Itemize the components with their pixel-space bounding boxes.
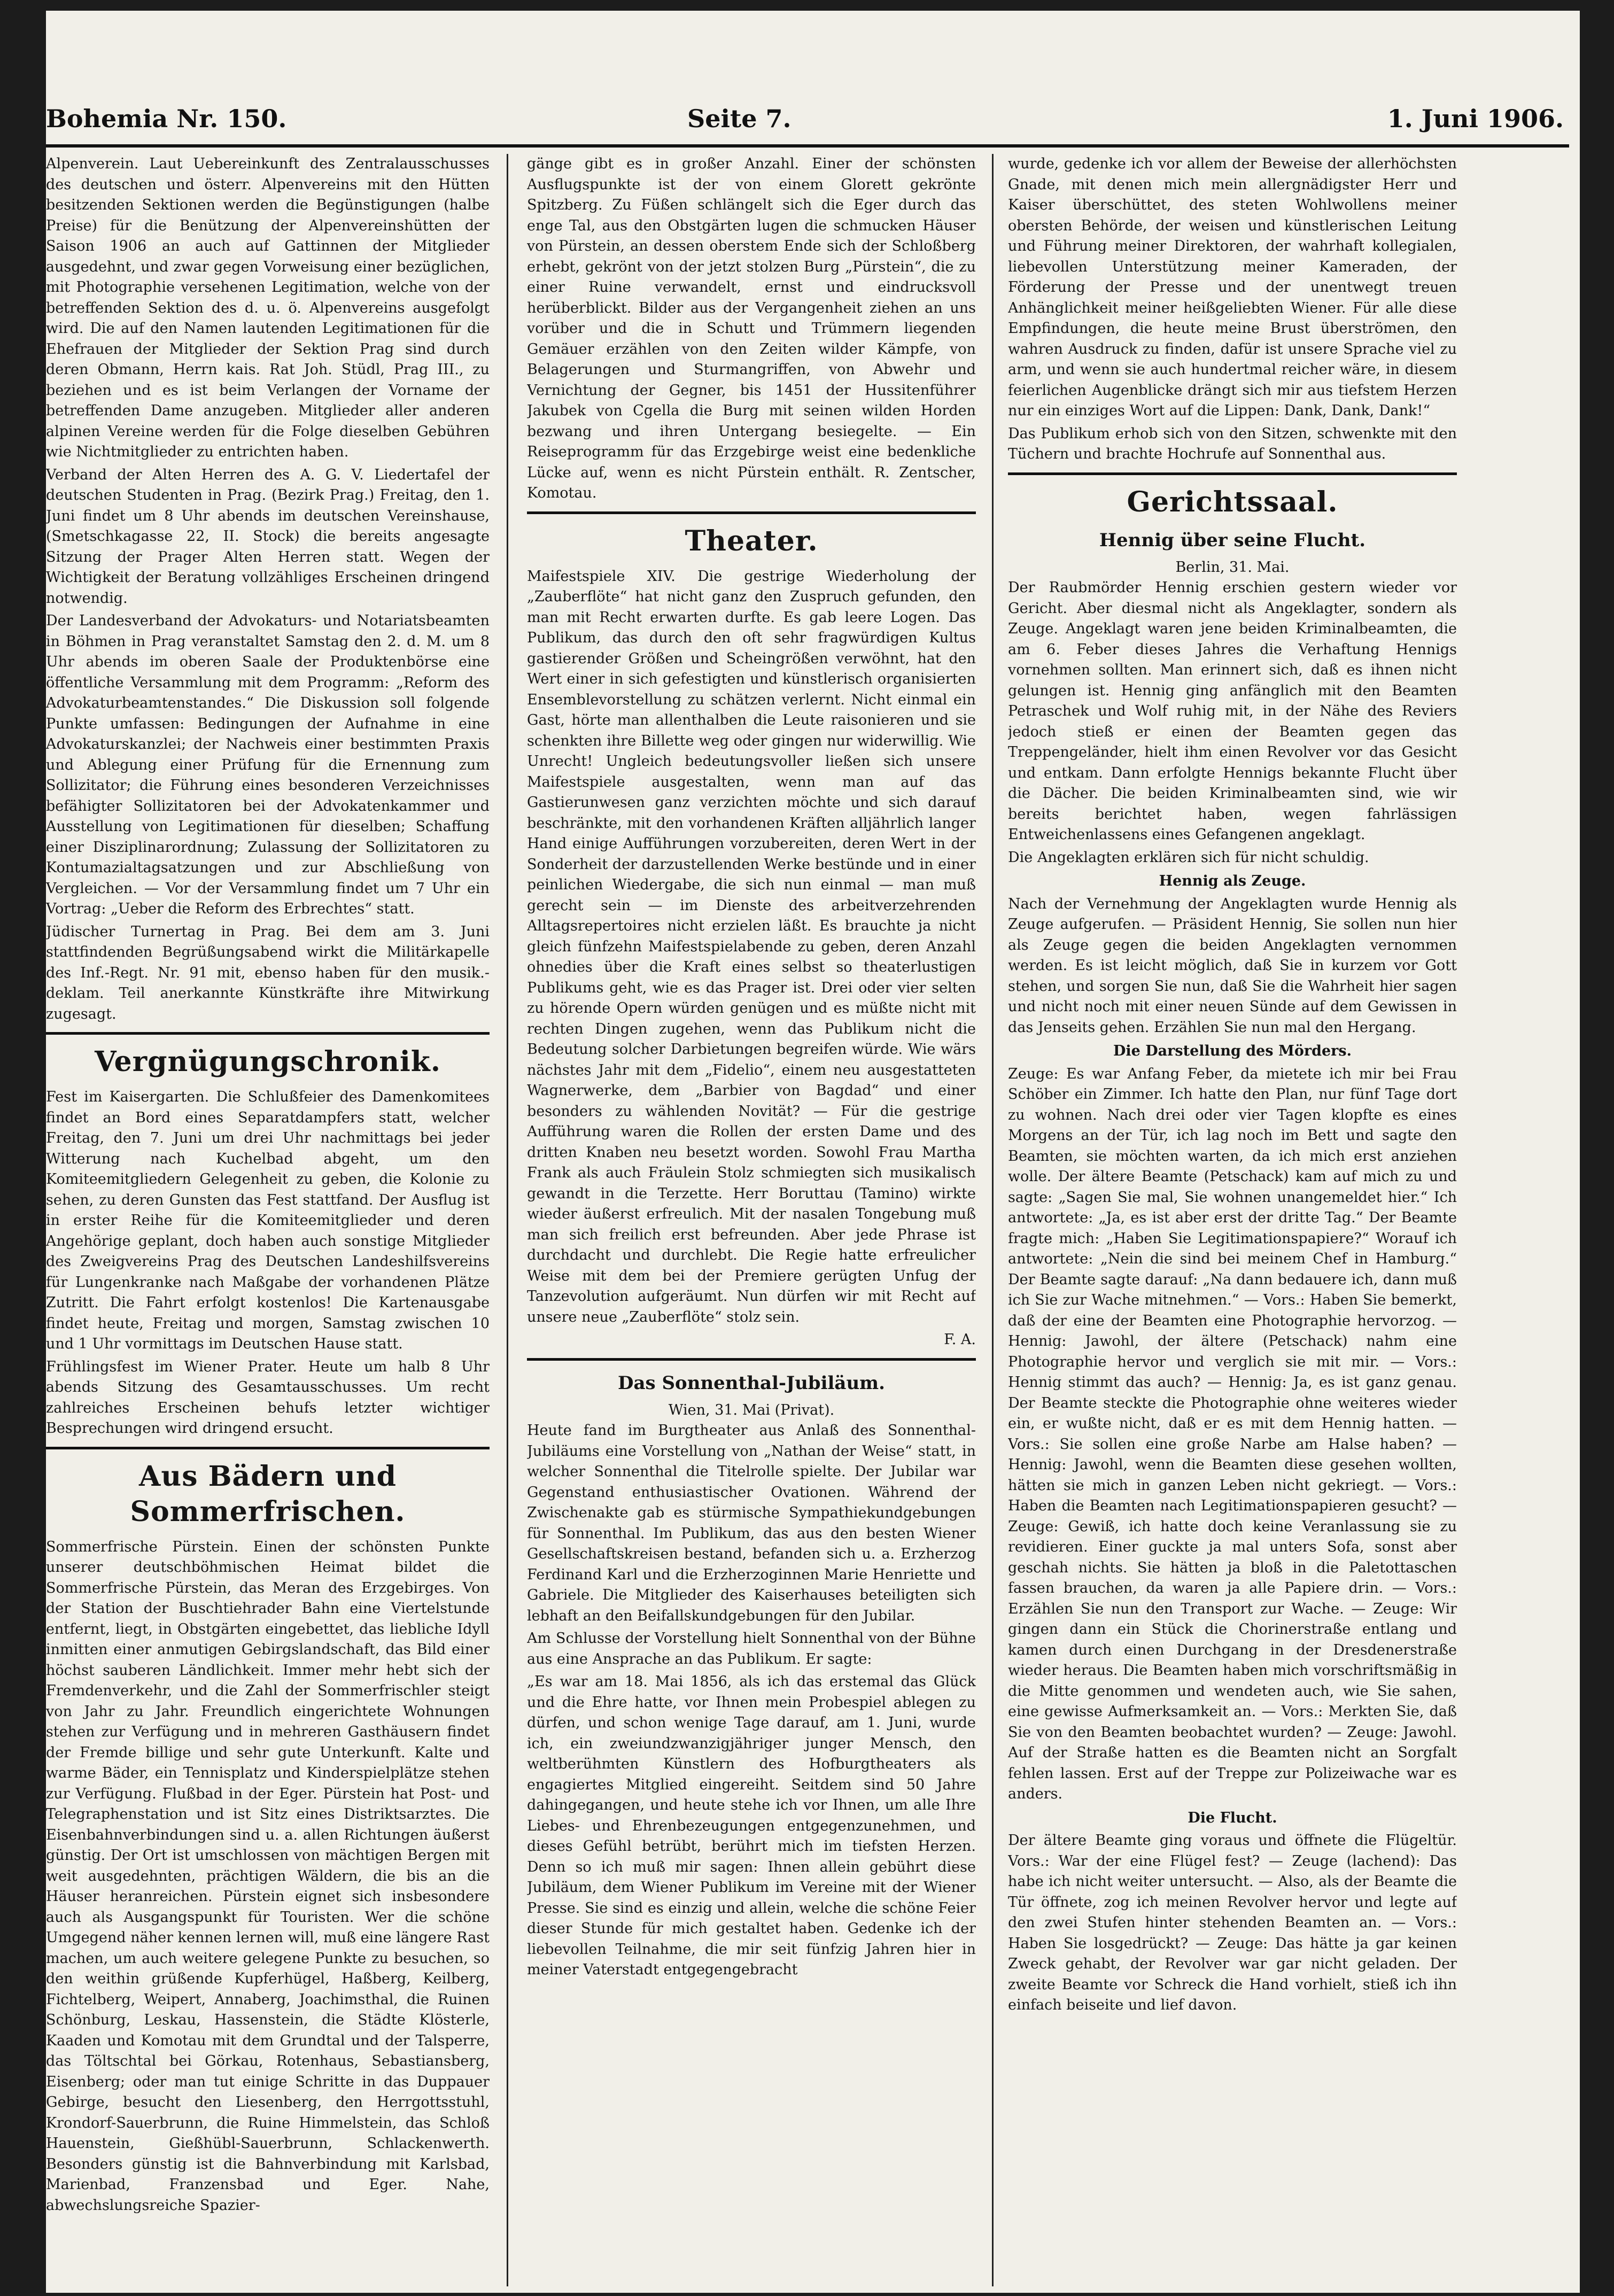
article-puerstein-continued: gänge gibt es in großer Anzahl. Einer der schönsten Ausflugspunkte ist der von einem Glorett gekrönte Spitzberg. Zu Füßen schlängelt sich die Eger durch das enge Tal, aus den Obstgärten lugen die schmucken Häuser von Pürstein, an dessen oberstem Ende sich der Schloßberg erhebt, gekrönt von der jetzt stolzen Burg „Pürstein“, die zu einer Ruine verwandelt, ernst und eindrucksvoll herüberblickt. Bilder aus der Vergangenheit ziehen an uns vorüber und die in Schutt und Trümmern liegenden Gemäuer erzählen von den Zeiten wilder Kämpfe, von Belagerungen und Sturmangriffen, von Abwehr und Vernichtung der Gegner, bis 1451 der Hussitenführer Jakubek von Cgella die Burg mit seinen wilden Horden bezwang und ihren Untergang besiegelte. — Ein Reiseprogramm für das Erzgebirge weist eine bedenkliche Lücke auf, wenn es nicht Pürstein enthält. R. Zentscher, Komotau. bbox=[527, 156, 976, 501]
article-puerstein: Sommerfrische Pürstein. Einen der schönsten Punkte unserer deutschböhmischen Heimat bildet die Sommerfrische Pürstein, das Meran des Erzgebirges. Von der Station der Buschtiehrader Bahn eine Viertelstunde entfernt, liegt, in Obstgärten eingebettet, das liebliche Idyll inmitten einer anmutigen Gebirgslandschaft, das Bild einer höchst sauberen Ländlichkeit. Immer mehr hebt sich der Fremdenverkehr, und die Zahl der Sommerfrischler steigt von Jahr zu Jahr. Freundlich eingerichtete Wohnungen stehen zur Verfügung und in mehreren Gasthäusern findet der Fremde billige und sehr gute Unterkunft. Kalte und warme Bäder, ein Tennisplatz und Kinderspielplätze stehen zur Verfügung. Flußbad in der Eger. Pürstein hat Post- und Telegraphenstation und ist Sitz eines Distriktsarztes. Die Eisenbahnverbindungen sind u. a. allen Richtungen äußerst günstig. Der Ort ist umschlossen von mächtigen Bergen mit weit ausgedehnten, prächtigen Wäldern, die bis an die Häuser heranreichen. Pürstein eignet sich insbesondere auch als Ausgangspunkt für Touristen. Wer die schöne Umgegend näher kennen lernen will, muß eine längere Rast machen, um auch weitere gelegene Punkte zu besuchen, so den weithin grüßende Kupferhügel, Haßberg, Keilberg, Fichtelberg, Weipert, Annaberg, Joachimsthal, die Ruinen Schönburg, Leskau, Hassenstein, die Städte Klösterle, Kaaden und Komotau mit dem Grundtal und der Talsperre, das Töltschtal bei Görkau, Rotenhaus, Sebastiansberg, Eisenberg; oder man tut einige Schritte in das Duppauer Gebirge, besucht den Liesenberg, den Herrgottsstuhl, Krondorf-Sauerbrunn, die Ruine Himmelstein, das Schloß Hauenstein, Gießhübl-Sauerbrunn, Schlackenwerth. Besonders günstig ist die Bahnverbindung mit Karlsbad, Marienbad, Franzensbad und Eger. Nahe, abwechslungsreiche Spazier- bbox=[46, 1538, 490, 2214]
article-hennig: Der ältere Beamte ging voraus und öffnete die Flügeltür. Vors.: War der eine Flügel fest? — Zeuge (lachend): Das habe ich nicht weiter untersucht. — Also, als der Beamte die Tür öffnete, zog ich meinen Revolver hervor und legte auf den zwei Stufen hinter stehenden Beamten an. — Vors.: Haben Sie losgedrückt? — Zeuge: Das hätte ja gar keinen Zweck gehabt, der Revolver war gar nicht geladen. Der zweite Beamte vor Schreck die Hand vorhielt, stieß ich ihn einfach beiseite und lief davon. bbox=[1008, 1832, 1457, 2013]
article-subheading: Die Flucht. bbox=[1188, 1809, 1277, 1826]
section-rule bbox=[527, 1358, 976, 1361]
dateline: Wien, 31. Mai (Privat). bbox=[668, 1401, 835, 1418]
section-rule bbox=[46, 1032, 490, 1035]
article-sonnenthal: Am Schlusse der Vorstellung hielt Sonnenthal von der Bühne aus eine Ansprache an das Publikum. Er sagte: bbox=[527, 1630, 976, 1667]
article-title: Hennig über seine Flucht. bbox=[1099, 529, 1366, 551]
article-subheading: Die Darstellung des Mörders. bbox=[1113, 1043, 1352, 1059]
article-turnertag: Jüdischer Turnertag in Prag. Bei dem am 3. Juni stattfindenden Begrüßungsabend wirkt die Militärkapelle des Inf.-Regt. Nr. 91 mit, ebenso haben für den musik.-deklam. Teil anerkannte Künstkräfte ihre Mitwirkung zugesagt. bbox=[46, 923, 490, 1022]
newspaper-page bbox=[46, 11, 1580, 2293]
section-rule bbox=[1008, 472, 1457, 475]
section-heading: Aus Bädern und Sommerfrischen. bbox=[130, 1460, 406, 1528]
article-title: Das Sonnenthal-Jubiläum. bbox=[618, 1372, 885, 1394]
section-heading: Vergnügungschronik. bbox=[95, 1045, 441, 1078]
header-rule bbox=[46, 144, 1569, 148]
article-landesverband-advokatur: Der Landesverband der Advokaturs- und Notariatsbeamten in Böhmen in Prag veranstaltet Samstag den 2. d. M. um 8 Uhr abends im oberen Saale der Produktenbörse eine öffentliche Versammlung mit dem Programm: „Reform des Advokaturbeamtenstandes.“ Die Diskussion soll folgende Punkte umfassen: Bedingungen der Aufnahme in eine Advokaturskanzlei; der Nachweis einer bestimmten Praxis und Ablegung einer Prüfung für die Ernennung zum Sollizitator; die Führung eines besonderen Verzeichnisses befähigter Sollizitatoren bei der Advokatenkammer und Ausstellung von Legitimationen für dieselben; Schaffung einer Disziplinarordnung; Zulassung der Sollizitatoren zu Kontumazialtagsatzungen und zur Abschließung von Vergleichen. — Vor der Versammlung findet um 7 Uhr ein Vortrag: „Ueber die Reform des Erbrechtes“ statt. bbox=[46, 612, 490, 917]
article-alpenverein: Alpenverein. Laut Uebereinkunft des Zentralausschusses des deutschen und österr. Alpenvereins mit den Hütten besitzenden Sektionen werden die Begünstigungen (halbe Preise) für die Benützung der Alpenvereinshütten der Saison 1906 an auch auf Gattinnen der Mitglieder ausgedehnt, und zwar gegen Vorweisung einer bezüglichen, mit Photographie versehenen Legitimation, welche von der betreffenden Sektion des d. u. ö. Alpenvereins ausgefolgt wird. Die auf den Namen lautenden Legitimationen für die Ehefrauen der Mitglieder der Sektion Prag sind durch deren Obmann, Herrn kais. Rat Joh. Stüdl, Prag III., zu beziehen und es ist beim Verlangen der Vorname der betreffenden Dame anzugeben. Mitglieder aller anderen alpinen Vereine werden für die Folge dieselben Gebühren wie Nichtmitglieder zu entrichten haben. bbox=[46, 156, 490, 460]
column-divider bbox=[507, 154, 508, 2286]
section-heading: Gerichtssaal. bbox=[1127, 485, 1338, 518]
article-hennig: Zeuge: Es war Anfang Feber, da mietete ich mir bei Frau Schöber ein Zimmer. Ich hatte den Plan, nur fünf Tage dort zu wohnen. Nach drei oder vier Tagen klopfte es eines Morgens an der Tür, ich lag noch im Bett und sagte den Beamten, sie möchten warten, da ich mich erst anziehen wolle. Der ältere Beamte (Petschack) kam auf mich zu und sagte: „Sagen Sie mal, Sie wohnen unangemeldet hier.“ Ich antwortete: „Ja, es ist aber erst der dritte Tag.“ Der Beamte fragte mich: „Haben Sie Legitimationspapiere?“ Worauf ich antwortete: „Nein die sind bei meinem Chef in Hamburg.“ Der Beamte sagte darauf: „Na dann bedauere ich, dann muß ich Sie zur Wache mitnehmen.“ — Vors.: Haben Sie bemerkt, daß der eine der Beamten eine Photographie hervorzog. — Hennig: Jawohl, der ältere (Petschack) nahm eine Photographie hervor und verglich sie mit mir. — Vors.: Hennig stimmt das auch? — Hennig: Ja, es ist ganz genau. Der Beamte steckte die Photographie ohne weiteres wieder ein, er wußte nicht, daß er es mit dem Hennig hatten. — Vors.: Sie sollen eine große Narbe am Halse haben? — Hennig: Jawohl, wenn die Beamten diese gesehen wollten, hätten sie mich in ganzen Leben nicht gekriegt. — Vors.: Haben die Beamten nach Legitimationspapieren gesucht? — Zeuge: Gewiß, ich hatte doch keine Veranlassung sie zu revidieren. Einer guckte ja mal unters Sofa, sonst aber geschah nichts. Sie hätten ja bloß in die Paletottaschen fassen brauchen, da waren ja alle Papiere drin. — Vors.: Erzählen Sie nun den Transport zur Wache. — Zeuge: Wir gingen dann ein Stück die Chorinerstraße entlang und kamen durch einen Durchgang in der Dresdenerstraße wieder heraus. Die Beamten haben mich vorschriftsmäßig in die Mitte genommen und wendeten auch, wie Sie sahen, eine gewisse Aufmerksamkeit an. — Vors.: Merkten Sie, daß Sie von den Beamten beobachtet wurden? — Zeuge: Jawohl. Auf der Straße hatten es die Beamten nicht an Sorgfalt fehlen lassen. Erst auf der Treppe zur Polizeiwache war es anders. bbox=[1008, 1065, 1457, 1802]
header-page-number: Seite 7. bbox=[687, 104, 792, 133]
article-sonnenthal-speech: „Es war am 18. Mai 1856, als ich das erstemal das Glück und die Ehre hatte, vor Ihnen mein Probespiel ablegen zu dürfen, und schon wenige Tage darauf, am 1. Juni, wurde ich, ein zweiundzwanzigjähriger junger Mensch, den weltberühmten Künstlern des Hofburgtheaters als engagiertes Mitglied eingereiht. Seitdem sind 50 Jahre dahingegangen, und heute stehe ich vor Ihnen, um alle Ihre Liebes- und Ehrenbezeugungen entgegenzunehmen, und dieses Gefühl betrübt, berührt mich im tiefsten Herzen. Denn so ich muß mir sagen: Ihnen allein gebührt diese Jubiläum, dem Wiener Publikum im Vereine mit der Wiener Presse. Sie sind es einzig und allein, welche die schöne Feier dieser Stunde für mich gestaltet haben. Gedenke ich der liebevollen Teilnahme, die mir seit fünfzig Jahren hier in meiner Vaterstadt entgegengebracht bbox=[527, 1673, 976, 1978]
column-2 bbox=[527, 154, 976, 2286]
article-subheading: Hennig als Zeuge. bbox=[1159, 873, 1306, 889]
section-heading: Theater. bbox=[685, 524, 818, 557]
column-3 bbox=[1008, 154, 1457, 2286]
column-1 bbox=[46, 154, 490, 2286]
article-sonnenthal: Heute fand im Burgtheater aus Anlaß des Sonnenthal-Jubiläums eine Vorstellung von „Nathan der Weise“ statt, in welcher Sonnenthal die Titelrolle spielte. Der Jubilar war Gegenstand enthusiastischer Ovationen. Während der Zwischenakte gab es stürmische Sympathiekundgebungen für Sonnenthal. Im Publikum, das aus den besten Wiener Gesellschaftskreisen bestand, befanden sich u. a. Erzherzog Ferdinand Karl und die Erzherzoginnen Marie Henriette und Gabriele. Die Mitglieder des Kaiserhauses beteiligten sich lebhaft an den Beifallskundgebungen für den Jubilar. bbox=[527, 1422, 976, 1624]
article-kaisergarten: Fest im Kaisergarten. Die Schlußfeier des Damenkomitees findet an Bord eines Separatdampfers statt, welcher Freitag, den 7. Juni um drei Uhr nachmittags bei jeder Witterung nach Kuchelbad abgeht, um den Komiteemitgliedern Gelegenheit zu geben, die Kolonie zu sehen, zu deren Gunsten das Fest stattfand. Der Ausflug ist in erster Reihe für die Komiteemitglieder und deren Angehörige geplant, doch haben auch sonstige Mitglieder des Zweigvereins Prag des Deutschen Landeshilfsvereins für Lungenkranke nach Maßgabe der vorhandenen Plätze Zutritt. Die Fahrt erfolgt kostenlos! Die Kartenausgabe findet heute, Freitag und morgen, Samstag zwischen 10 und 1 Uhr vormittags im Deutschen Hause statt. bbox=[46, 1089, 490, 1352]
article-fruehlingsfest: Frühlingsfest im Wiener Prater. Heute um halb 8 Uhr abends Sitzung des Gesamtausschusses. Um recht zahlreiches Erscheinen behufs letzter wichtiger Besprechungen wird dringend ersucht. bbox=[46, 1358, 490, 1437]
dateline: Berlin, 31. Mai. bbox=[1175, 559, 1290, 576]
header-issue: Bohemia Nr. 150. bbox=[46, 104, 287, 133]
section-rule bbox=[527, 511, 976, 514]
article-hennig: Der Raubmörder Hennig erschien gestern wieder vor Gericht. Aber diesmal nicht als Angeklagter, sondern als Zeuge. Angeklagt waren jene beiden Kriminalbeamten, die am 6. Feber dieses Jahres die Verhaftung Hennigs vornehmen sollten. Man erinnert sich, daß es ihnen nicht gelungen ist. Hennig ging anfänglich mit den Beamten Petraschek und Wolf ruhig mit, in der Nähe des Reviers jedoch stieß er einen der Beamten gegen das Treppengeländer, hielt ihm einen Revolver vor das Gesicht und entkam. Dann erfolgte Hennigs bekannte Flucht über die Dächer. Die beiden Kriminalbeamten sind, wie wir bereits berichtet haben, wegen fahrlässigen Entweichenlassens eines Gefangenen angeklagt. bbox=[1008, 579, 1457, 843]
article-sonnenthal-ending: Das Publikum erhob sich von den Sitzen, schwenkte mit den Tüchern und brachte Hochrufe auf Sonnenthal aus. bbox=[1008, 425, 1457, 462]
page-header bbox=[46, 104, 1580, 142]
author-signature: F. A. bbox=[944, 1331, 976, 1348]
article-verband-alte-herren: Verband der Alten Herren des A. G. V. Liedertafel der deutschen Studenten in Prag. (Bezirk Prag.) Freitag, den 1. Juni findet um 8 Uhr abends im deutschen Vereinshause, (Smetschkagasse 22, II. Stock) die bereits angesagte Sitzung der Prager Alten Herren statt. Wegen der Wichtigkeit der Beratung vollzähliges Erscheinen dringend notwendig. bbox=[46, 466, 490, 607]
section-rule bbox=[46, 1447, 490, 1449]
article-hennig: Nach der Vernehmung der Angeklagten wurde Hennig als Zeuge aufgerufen. — Präsident Hennig, Sie sollen nun hier als Zeuge gegen die beiden Angeklagten vernommen werden. Es ist leicht möglich, daß Sie in kurzem vor Gott stehen, und sorgen Sie nun, daß Sie die Wahrheit hier sagen und nicht noch mit einer neuen Sünde auf dem Gewissen in das Jenseits gehen. Erzählen Sie nun mal den Hergang. bbox=[1008, 895, 1457, 1036]
header-date: 1. Juni 1906. bbox=[1387, 104, 1564, 133]
article-sonnenthal-speech-continued: wurde, gedenke ich vor allem der Beweise der allerhöchsten Gnade, mit denen mich mein allergnädigster Herr und Kaiser überschüttet, des steten Wohlwollens meiner obersten Behörde, der weisen und künstlerischen Leitung und Führung meiner Direktoren, der wahrhaft kollegialen, liebevollen Unterstützung meiner Kameraden, der Förderung der Presse und der unentwegt treuen Anhänglichkeit meiner heißgeliebten Wiener. Für alle diese Empfindungen, die heute meine Brust überströmen, den wahren Ausdruck zu finden, dafür ist unsere Sprache viel zu arm, und wenn sie auch hundertmal reicher wäre, in diesem feierlichen Augenblicke drängt sich mir aus tiefstem Herzen nur ein einziges Wort auf die Lippen: Dank, Dank, Dank!“ bbox=[1008, 156, 1457, 419]
column-divider bbox=[992, 154, 994, 2286]
article-hennig: Die Angeklagten erklären sich für nicht schuldig. bbox=[1008, 849, 1369, 866]
article-maifestspiele: Maifestspiele XIV. Die gestrige Wiederholung der „Zauberflöte“ hat nicht ganz den Zuspruch gefunden, den man mit Recht erwarten durfte. Es gab leere Logen. Das Publikum, das durch den oft sehr fragwürdigen Kultus gastierender Größen und Scheingrößen verwöhnt, hat den Wert einer in sich gefestigten und künstlerisch organisierten Ensemblevorstellung zu schätzen verlernt. Nicht einmal ein Gast, hörte man allenthalben die Leute raisonieren und sie schenkten ihre Billette weg oder gingen nur widerwillig. Wie Unrecht! Ungleich bedeutungsvoller ließen sich unsere Maifestspiele ausgestalten, wenn man auf das Gastierunwesen ganz verzichten möchte und sich darauf beschränkte, mit den vorhandenen Kräften alljährlich langer Hand einige Aufführungen vorzubereiten, deren Wert in der Sonderheit der darzustellenden Werke bestünde und in einer peinlichen Wiedergabe, die sich nun einmal — man muß gerecht sein — im Dienste des arbeitverzehrenden Alltagsrepertoires nicht erzielen läßt. Es brauchte ja nicht gleich fünfzehn Maifestspielabende zu geben, deren Anzahl ohnedies über die Kraft eines selbst so theaterlustigen Publikums geht, wie es das Prager ist. Drei oder vier selten zu hörende Opern würden genügen und es müßte nicht mit rechten Dingen zugehen, wenn das Publikum nicht die Bedeutung solcher Darbietungen begreifen würde. Wie wärs nächstes Jahr mit dem „Fidelio“, einem neu ausgestatteten Wagnerwerke, dem „Barbier von Bagdad“ und einer besonders zu wählenden Novität? — Für die gestrige Aufführung waren die Rollen der ersten Dame und des dritten Knaben neu besetzt worden. Sowohl Frau Martha Frank als auch Fräulein Stolz schmiegten sich musikalisch gewandt in die Terzette. Herr Boruttau (Tamino) wirkte wieder äußerst erfreulich. Mit der nasalen Tongebung muß man sich freilich erst befreunden. Aber jede Phrase ist durchdacht und durchlebt. Die Regie hatte erfreulicher Weise mit dem bei der Premiere gerügten Unfug der Tanzevolution aufgeräumt. Nun dürfen wir mit Recht auf unsere neue „Zauberflöte“ stolz sein. bbox=[527, 568, 976, 1325]
